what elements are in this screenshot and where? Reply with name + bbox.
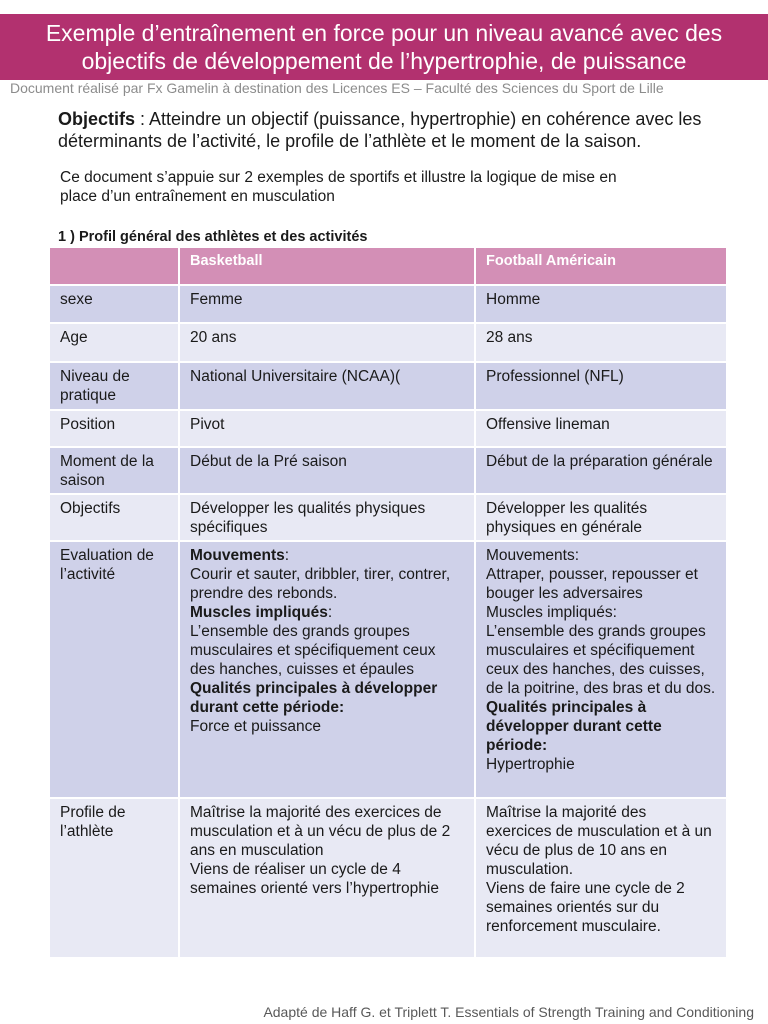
muscles-text: L’ensemble des grands groupes musculaires et spécifiquement ceux des hanches, des cuisses, de la poitrine, des bras et du dos.: [486, 623, 716, 697]
experience-text: Maîtrise la majorité des exercices de musculation et à un vécu de plus de 10 ans en musculation.: [486, 804, 712, 878]
table-cell-basketball: Pivot: [180, 411, 474, 446]
movements-text: Attraper, pousser, repousser et bouger les adversaires: [486, 566, 698, 602]
column-header-football: Football Américain: [476, 248, 726, 284]
table-cell-football: [476, 542, 726, 797]
movements-heading: [190, 546, 464, 565]
table-cell-football: Début de la préparation générale: [476, 448, 726, 493]
row-label: Objectifs: [50, 495, 178, 540]
table-cell-football: Professionnel (NFL): [476, 363, 726, 409]
table-cell-basketball: National Universitaire (NCAA)(: [180, 363, 474, 409]
experience-text: Maîtrise la majorité des exercices de musculation et à un vécu de plus de 2 ans en musculation: [190, 804, 451, 859]
muscles-heading: Muscles impliqués:: [486, 604, 617, 621]
table-cell-basketball: [180, 542, 474, 797]
athlete-profile-table: [50, 248, 726, 957]
row-label: Moment de la saison: [50, 448, 178, 493]
source-citation: Adapté de Haff G. et Triplett T. Essentials of Strength Training and Conditioning: [263, 1004, 754, 1020]
movements-colon: :: [284, 547, 290, 564]
row-label: Profile de l’athlète: [50, 799, 178, 957]
table-header-corner: [50, 248, 178, 284]
title-banner: [0, 14, 768, 80]
table-cell-football: 28 ans: [476, 324, 726, 361]
row-label: Position: [50, 411, 178, 446]
objectives-paragraph: [58, 108, 701, 152]
row-label: Age: [50, 324, 178, 361]
document-description: Ce document s’appuie sur 2 exemples de sportifs et illustre la logique de mise en place d’un entraînement en musculation: [60, 169, 617, 205]
table-cell-football: Offensive lineman: [476, 411, 726, 446]
row-label: Evaluation de l’activité: [50, 542, 178, 797]
qualities-heading: Qualités principales à développer durant cette période:: [486, 699, 662, 754]
row-label: sexe: [50, 286, 178, 322]
table-cell-football: [476, 799, 726, 957]
table-cell-football: Homme: [476, 286, 726, 322]
objectives-text: : Atteindre un objectif (puissance, hypertrophie) en cohérence avec les déterminants de l’activité, le profile de l’athlète et le moment de la saison.: [58, 109, 702, 151]
objectives-label: Objectifs: [58, 109, 136, 129]
muscles-colon: :: [327, 604, 333, 621]
qualities-heading: Qualités principales à développer durant cette période:: [190, 680, 438, 716]
table-cell-football: Développer les qualités physiques en générale: [476, 495, 726, 540]
movements-heading: Mouvements:: [486, 547, 580, 564]
document-credit: Document réalisé par Fx Gamelin à destination des Licences ES – Faculté des Sciences du Sport de Lille: [10, 80, 664, 96]
cycle-text: Viens de faire une cycle de 2 semaines orientés sur du renforcement musculaire.: [486, 880, 685, 935]
muscles-label: Muscles impliqués: [190, 604, 328, 621]
movements-text: Courir et sauter, dribbler, tirer, contrer, prendre des rebonds.: [190, 566, 451, 602]
muscles-heading: [190, 603, 464, 622]
qualities-text: Hypertrophie: [486, 756, 575, 773]
muscles-text: L’ensemble des grands groupes musculaires et spécifiquement ceux des hanches, cuisses et épaules: [190, 623, 436, 678]
row-label: Niveau de pratique: [50, 363, 178, 409]
column-header-basketball: Basketball: [180, 248, 474, 284]
qualities-text: Force et puissance: [190, 718, 321, 735]
section-title: 1 ) Profil général des athlètes et des activités: [58, 229, 368, 245]
table-cell-basketball: 20 ans: [180, 324, 474, 361]
table-cell-basketball: Début de la Pré saison: [180, 448, 474, 493]
table-cell-basketball: [180, 799, 474, 957]
table-cell-basketball: Développer les qualités physiques spécifiques: [180, 495, 474, 540]
table-cell-basketball: Femme: [180, 286, 474, 322]
cycle-text: Viens de réaliser un cycle de 4 semaines orienté vers l’hypertrophie: [190, 861, 439, 897]
document-title: Exemple d’entraînement en force pour un niveau avancé avec des objectifs de développement de l’hypertrophie, de puissance: [45, 20, 723, 74]
movements-label: Mouvements: [190, 547, 285, 564]
